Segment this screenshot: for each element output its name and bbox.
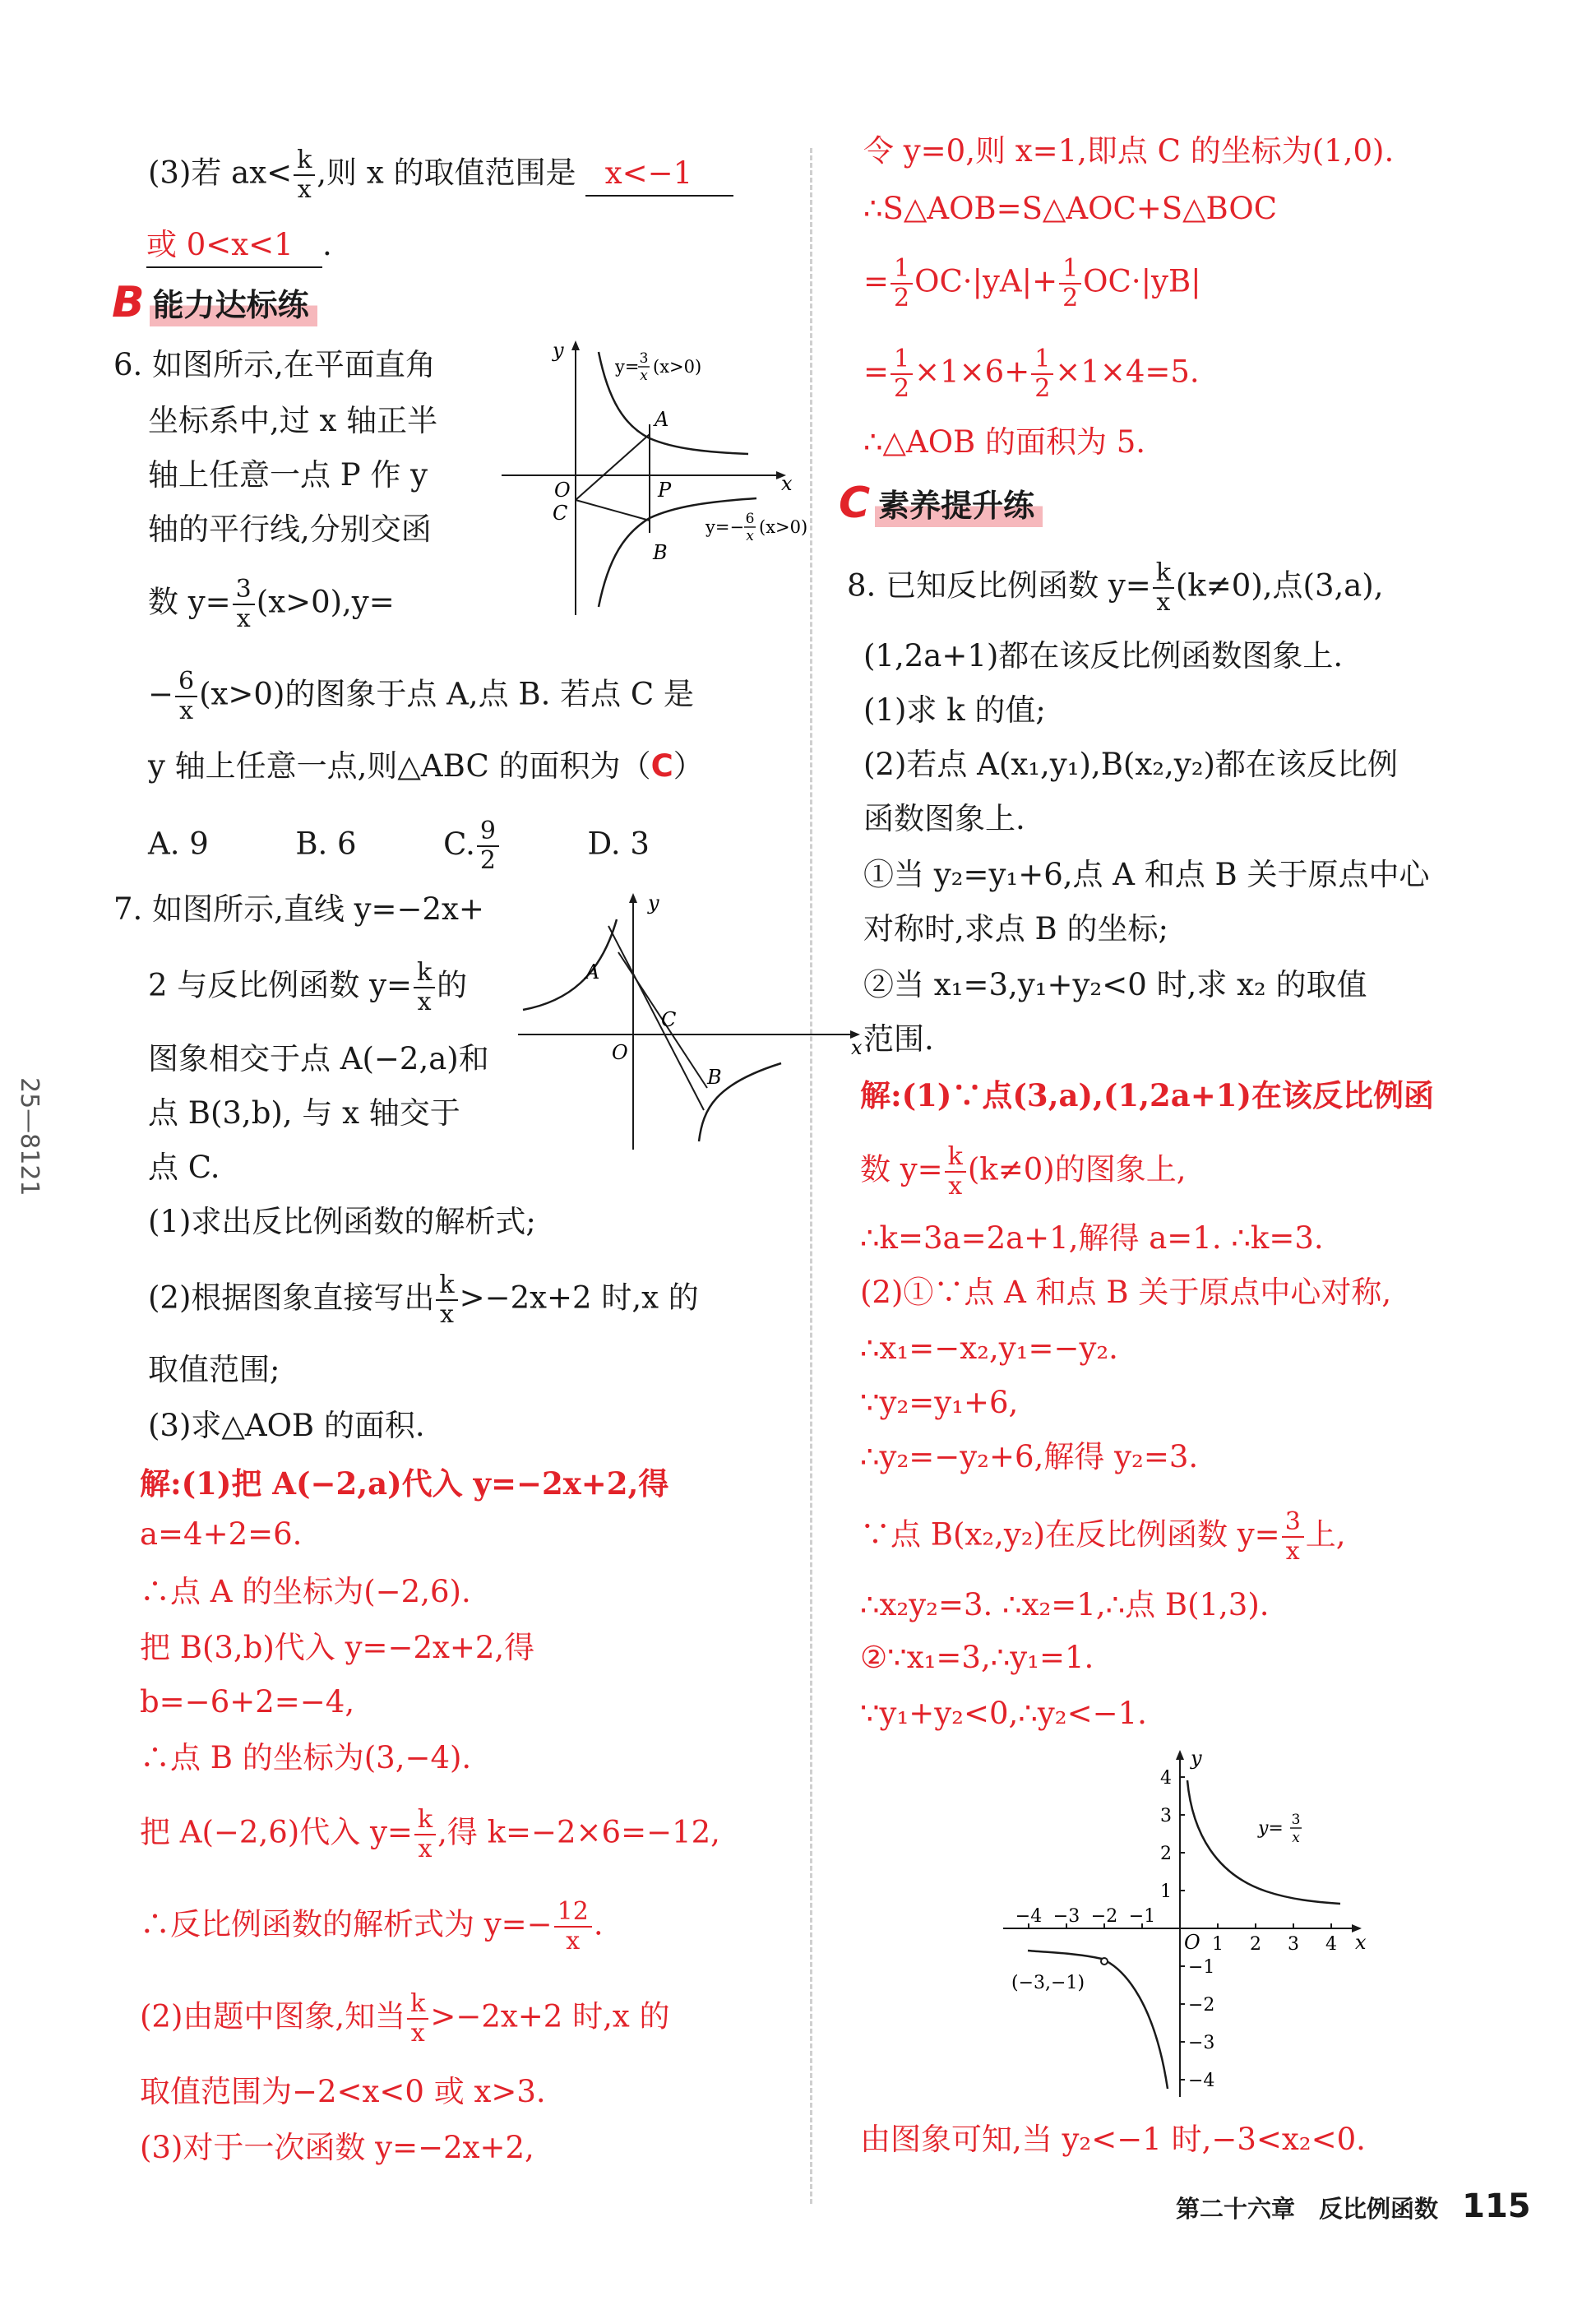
- q8-line-9: 范围.: [863, 1021, 934, 1057]
- q6-option-d: D. 3: [587, 826, 650, 862]
- sol8-line-5: ∴x₁=−x₂,y₁=−y₂.: [860, 1331, 1118, 1366]
- q8-y-tick-label: −1: [1188, 1957, 1215, 1978]
- q8-x-tick-label: 3: [1288, 1934, 1299, 1955]
- q6-fig-x-label: x: [781, 472, 793, 495]
- q7-fig-origin-label: O: [612, 1041, 628, 1064]
- q6-line-4: 轴的平行线,分别交函: [148, 511, 432, 547]
- q6-fig-func2-label: y=−: [705, 517, 745, 537]
- q8-x-tick-label: −4: [1015, 1906, 1043, 1927]
- q7-line-7: (2)根据图象直接写出 $\frac{k}{x}$ >−2x+2 时,x 的: [148, 1271, 699, 1329]
- q7-fig-point-a: A: [585, 960, 600, 984]
- q6-line-7: y 轴上任意一点,则△ABC 的面积为（C）: [148, 748, 704, 784]
- q8-y-tick-label: 4: [1160, 1768, 1172, 1789]
- q8-line-4: (2)若点 A(x₁,y₁),B(x₂,y₂)都在该反比例: [863, 747, 1398, 782]
- q7-line-3: 图象相交于点 A(−2,a)和: [148, 1041, 489, 1076]
- svg-text:x: x: [746, 528, 754, 544]
- q7-line-1: 7. 如图所示,直线 y=−2x+: [113, 891, 484, 927]
- q8-line-1: 8. 已知反比例函数 y= $\frac{k}{x}$ (k≠0),点(3,a),: [847, 558, 1384, 617]
- q5-part3-answer-2: 或 0<x<1 .: [146, 224, 332, 268]
- q5-part3: (3)若 ax< $\frac{k}{x}$ ,则 x 的取值范围是 x<−1: [148, 146, 733, 204]
- q6-options: [148, 817, 650, 875]
- q6-option-c: C. $\frac{9}{2}$: [443, 826, 501, 862]
- sol7-line-2: a=4+2=6.: [140, 1516, 303, 1552]
- sol7-cont-line-3: = $\frac{1}{2}$ OC·|yA|+ $\frac{1}{2}$ OC·|yB|: [863, 254, 1201, 312]
- q6-option-b: B. 6: [295, 826, 357, 862]
- sol8-line-9: ∴x₂y₂=3. ∴x₂=1,∴点 B(1,3).: [860, 1587, 1270, 1622]
- footer-chapter: 第二十六章 反比例函数: [1176, 2195, 1439, 2223]
- sol7-line-7: 把 A(−2,6)代入 y= $\frac{k}{x}$ ,得 k=−2×6=−12,: [140, 1805, 720, 1863]
- sol8-line-3: ∴k=3a=2a+1,解得 a=1. ∴k=3.: [860, 1220, 1324, 1256]
- sol8-line-1: 解:(1)∵点(3,a),(1,2a+1)在该反比例函: [860, 1077, 1435, 1113]
- q7-line-5: 点 C.: [148, 1150, 220, 1185]
- q6-line-2: 坐标系中,过 x 轴正半: [148, 403, 438, 438]
- q8-x-tick-label: −2: [1090, 1906, 1118, 1927]
- sol7-cont-line-2: ∴S△AOB=S△AOC+S△BOC: [863, 191, 1278, 226]
- q6-fig-func1-cond: (x>0): [653, 357, 702, 377]
- q6-option-a: A. 9: [148, 826, 209, 862]
- sol7-line-1: 解:(1)把 A(−2,a)代入 y=−2x+2,得: [140, 1465, 669, 1502]
- q6-fig-point-p: P: [658, 479, 672, 502]
- q8-x-tick-label: −3: [1052, 1906, 1080, 1927]
- q6-fig-func1-label: y=: [615, 357, 640, 377]
- sol7-cont-line-4: = $\frac{1}{2}$ ×1×6+ $\frac{1}{2}$ ×1×4=5.: [863, 345, 1200, 403]
- q8-y-tick-label: −3: [1188, 2033, 1215, 2053]
- q6-fig-y-label: y: [553, 339, 564, 362]
- q7-line-4: 点 B(3,b), 与 x 轴交于: [148, 1095, 460, 1131]
- sol7-cont-line-1: 令 y=0,则 x=1,即点 C 的坐标为(1,0).: [863, 133, 1395, 169]
- sol8-line-4: (2)①∵点 A 和点 B 关于原点中心对称,: [860, 1275, 1392, 1310]
- sol7-line-11: (3)对于一次函数 y=−2x+2,: [140, 2130, 534, 2165]
- q6-line-3: 轴上任意一点 P 作 y: [148, 457, 428, 493]
- svg-text:3: 3: [639, 350, 649, 367]
- q8-x-tick-label: 1: [1212, 1934, 1224, 1955]
- q6-fig-point-c: C: [553, 502, 568, 525]
- q8-fig-origin-label: O: [1184, 1931, 1200, 1954]
- q7-line-2: 2 与反比例函数 y= $\frac{k}{x}$ 的: [148, 958, 468, 1016]
- q8-x-tick-label: −1: [1128, 1906, 1156, 1927]
- q8-fig-curve-label: y=: [1258, 1818, 1284, 1839]
- sol7-line-5: b=−6+2=−4,: [140, 1684, 355, 1719]
- q8-x-tick-label: 2: [1250, 1934, 1261, 1955]
- footer-page-number: 115: [1462, 2187, 1531, 2225]
- q7-fig-point-c: C: [661, 1008, 677, 1031]
- section-c-badge: C 素养提升练: [839, 480, 1043, 526]
- q8-line-5: 函数图象上.: [863, 801, 1025, 836]
- svg-text:3: 3: [1291, 1812, 1301, 1828]
- fraction-k-over-x: $\frac{k}{x}$: [294, 146, 315, 204]
- q6-line-5: 数 y= $\frac{3}{x}$ (x>0),y=: [148, 575, 395, 633]
- q8-line-3: (1)求 k 的值;: [863, 692, 1046, 728]
- sol8-line-2: 数 y= $\frac{k}{x}$ (k≠0)的图象上,: [860, 1142, 1187, 1201]
- svg-text:x: x: [640, 368, 648, 384]
- sol8-line-7: ∴y₂=−y₂+6,解得 y₂=3.: [860, 1439, 1199, 1474]
- answer-blank: x<−1: [585, 152, 733, 197]
- q8-line-8: ②当 x₁=3,y₁+y₂<0 时,求 x₂ 的取值: [863, 967, 1367, 1002]
- q6-line-1: 6. 如图所示,在平面直角: [113, 347, 436, 382]
- q6-line-6: − $\frac{6}{x}$ (x>0)的图象于点 A,点 B. 若点 C 是: [148, 667, 694, 725]
- sol8-line-12: 由图象可知,当 y₂<−1 时,−3<x₂<0.: [860, 2122, 1366, 2157]
- q8-y-tick-label: 2: [1160, 1844, 1172, 1864]
- q8-y-tick-label: 1: [1160, 1881, 1172, 1902]
- q8-line-2: (1,2a+1)都在该反比例函数图象上.: [863, 638, 1344, 673]
- q7-line-6: (1)求出反比例函数的解析式;: [148, 1204, 536, 1239]
- q7-fig-x-label: x: [851, 1036, 863, 1059]
- q8-fig-y-label: y: [1191, 1747, 1202, 1770]
- side-code: 25—8121: [15, 1077, 44, 1196]
- q8-fig-ticks: [1015, 1768, 1337, 2091]
- svg-text:6: 6: [745, 511, 755, 527]
- sol7-line-8: ∴反比例函数的解析式为 y=− $\frac{12}{x}$ .: [140, 1897, 604, 1956]
- q7-figure: [510, 886, 872, 1158]
- sol8-line-6: ∵y₂=y₁+6,: [860, 1385, 1019, 1420]
- q6-fig-point-b: B: [653, 541, 668, 564]
- sol7-line-9: (2)由题中图象,知当 $\frac{k}{x}$ >−2x+2 时,x 的: [140, 1989, 670, 2048]
- q7-line-8: 取值范围;: [148, 1352, 280, 1387]
- q6-figure: [493, 336, 888, 623]
- q6-answer: C: [650, 748, 673, 784]
- q8-fig-x-label: x: [1355, 1931, 1367, 1954]
- q6-fig-func2-cond: (x>0): [759, 517, 808, 537]
- sol7-line-6: ∴点 B 的坐标为(3,−4).: [140, 1740, 472, 1775]
- sol7-cont-line-5: ∴△AOB 的面积为 5.: [863, 424, 1146, 460]
- q7-line-9: (3)求△AOB 的面积.: [148, 1408, 425, 1443]
- section-b-badge: B 能力达标练: [112, 280, 317, 326]
- q7-fig-point-b: B: [707, 1066, 722, 1089]
- sol8-line-11: ∵y₁+y₂<0,∴y₂<−1.: [860, 1696, 1147, 1731]
- svg-text:x: x: [1292, 1830, 1300, 1846]
- q8-y-tick-label: −4: [1188, 2071, 1215, 2091]
- q8-fig-point-label: (−3,−1): [1011, 1973, 1085, 1993]
- q7-fig-y-label: y: [648, 891, 659, 914]
- q8-line-7: 对称时,求点 B 的坐标;: [863, 911, 1168, 947]
- q8-x-tick-label: 4: [1325, 1934, 1337, 1955]
- sol8-line-10: ②∵x₁=3,∴y₁=1.: [860, 1640, 1094, 1675]
- q8-figure: [995, 1743, 1373, 2105]
- q8-y-tick-label: −2: [1188, 1995, 1215, 2016]
- q6-fig-origin-label: O: [554, 479, 571, 502]
- q8-line-6: ①当 y₂=y₁+6,点 A 和点 B 关于原点中心: [863, 857, 1430, 892]
- q8-fig-point: [1101, 1958, 1108, 1965]
- q6-fig-point-a: A: [655, 408, 669, 431]
- sol8-line-8: ∵点 B(x₂,y₂)在反比例函数 y= $\frac{3}{x}$ 上,: [860, 1507, 1346, 1566]
- page-footer: [1176, 2187, 1531, 2225]
- sol7-line-10: 取值范围为−2<x<0 或 x>3.: [140, 2074, 546, 2109]
- sol7-line-3: ∴点 A 的坐标为(−2,6).: [140, 1574, 471, 1609]
- sol7-line-4: 把 B(3,b)代入 y=−2x+2,得: [140, 1630, 535, 1665]
- q8-y-tick-label: 3: [1160, 1806, 1172, 1826]
